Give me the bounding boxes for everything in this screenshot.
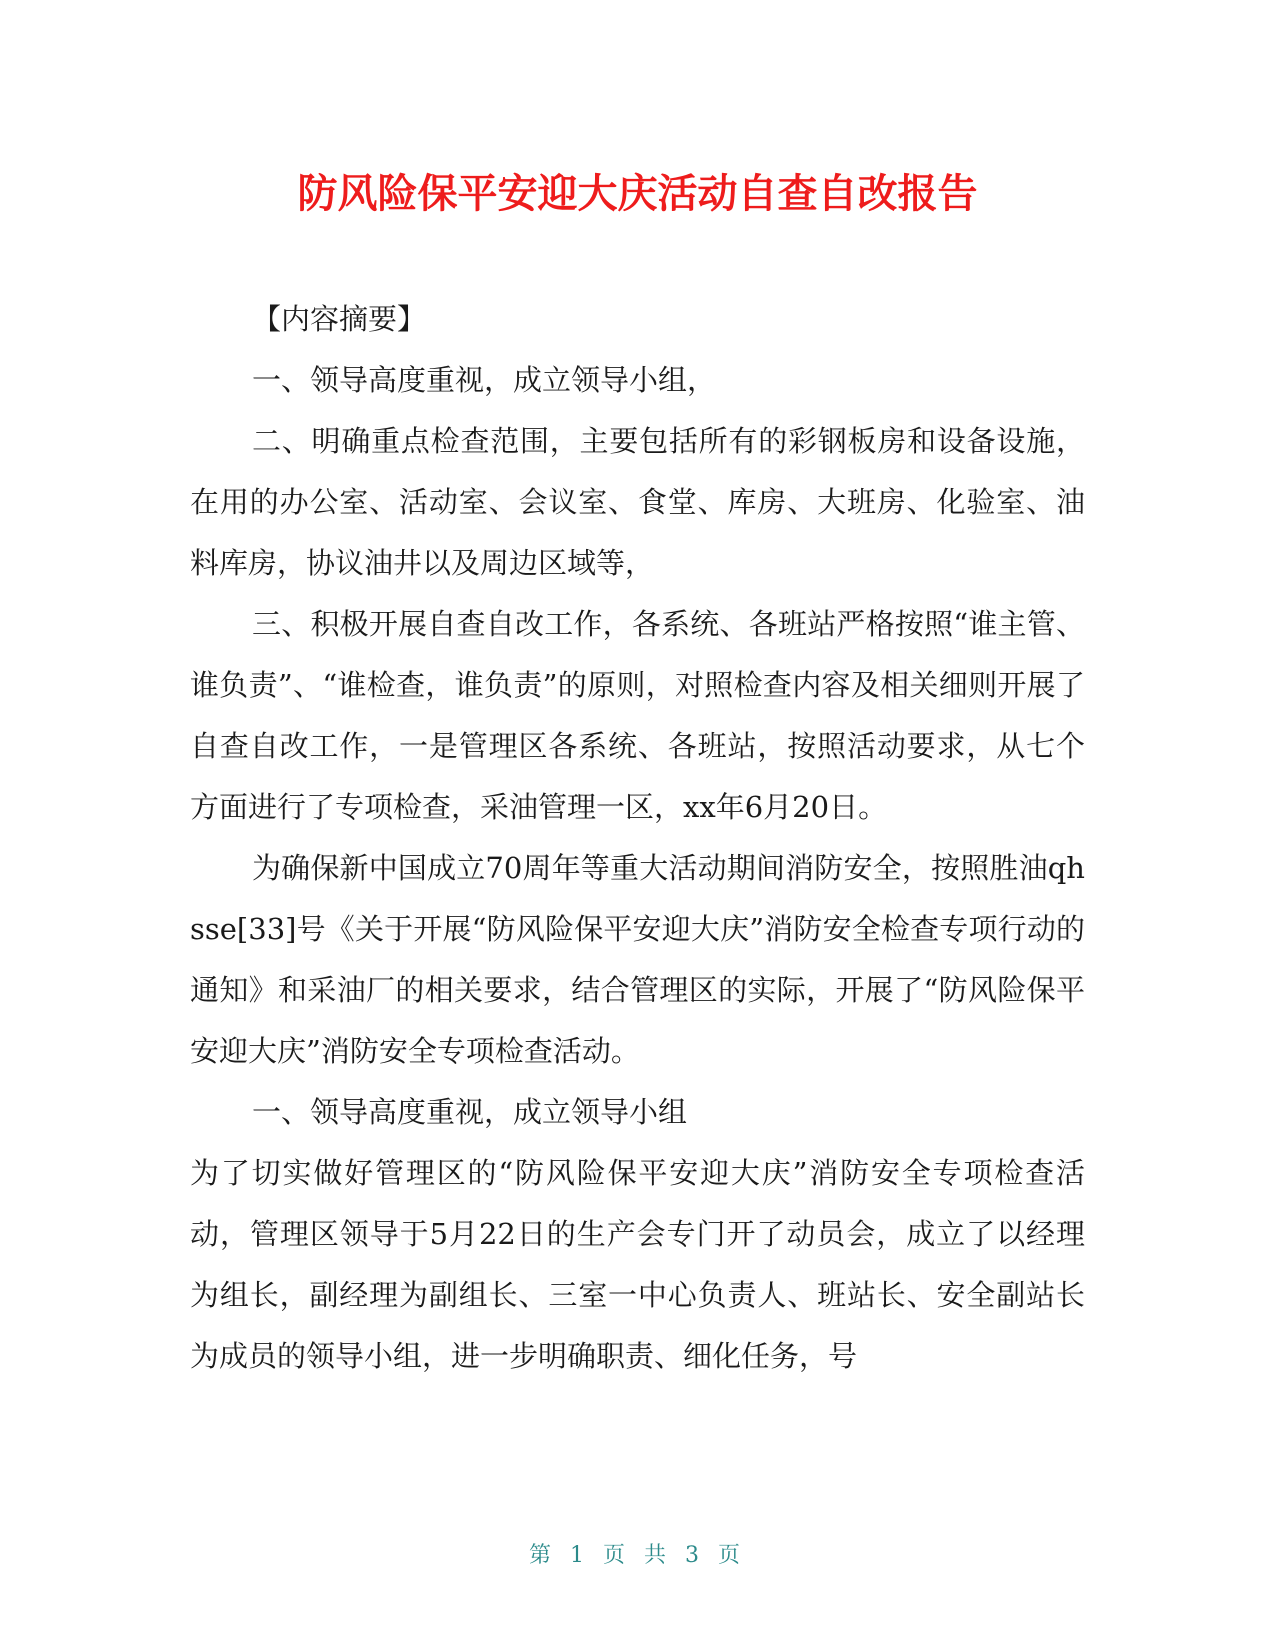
paragraph-summary-item-3: 三、积极开展自查自改工作，各系统、各班站严格按照“谁主管、谁负责”、“谁检查，谁负责”的原则，对照检查内容及相关细则开展了自查自改工作，一是管理区各系统、各班站，按照活动要求，从七个方面进行了专项检查，采油管理一区，xx年6月20日。: [190, 607, 1085, 824]
paragraph-section-1-body: 为了切实做好管理区的“防风险保平安迎大庆”消防安全专项检查活动，管理区领导于5月22日的生产会专门开了动员会，成立了以经理为组长，副经理为副组长、三室一中心负责人、班站长、安全副站长为成员的领导小组，进一步明确职责、细化任务，号: [190, 1156, 1085, 1373]
paragraph-summary-item-1: 一、领导高度重视，成立领导小组，: [252, 363, 717, 397]
document-title: 防风险保平安迎大庆活动自查自改报告: [297, 171, 978, 217]
document-body: [190, 289, 1085, 1387]
paragraph-summary-item-2: 二、明确重点检查范围，主要包括所有的彩钢板房和设备设施，在用的办公室、活动室、会议室、食堂、库房、大班房、化验室、油料库房，协议油井以及周边区域等，: [190, 424, 1085, 580]
paragraph-summary-heading: 【内容摘要】: [252, 302, 427, 336]
page-number-footer: 第 1 页 共 3 页: [529, 1543, 746, 1568]
section-heading-1: 一、领导高度重视，成立领导小组: [252, 1095, 688, 1129]
paragraph-intro: 为确保新中国成立70周年等重大活动期间消防安全，按照胜油qhsse[33]号《关于开展“防风险保平安迎大庆”消防安全检查专项行动的通知》和采油厂的相关要求，结合管理区的实际，开展了“防风险保平安迎大庆”消防安全专项检查活动。: [190, 851, 1085, 1068]
